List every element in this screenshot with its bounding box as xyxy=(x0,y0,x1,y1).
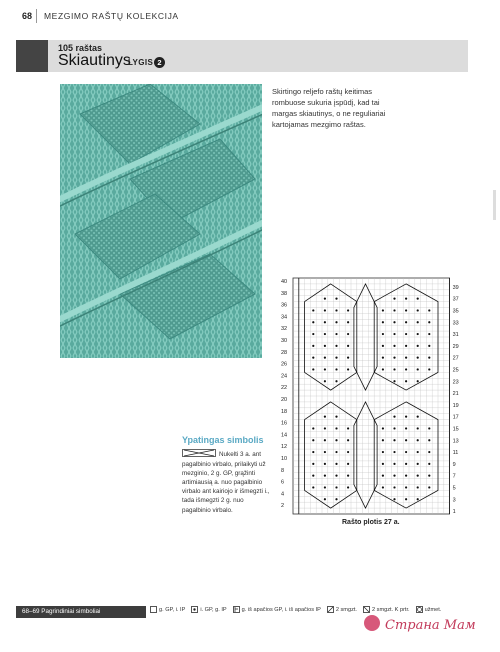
chart-purl-dot xyxy=(312,475,314,477)
row-number-right: 21 xyxy=(452,391,459,398)
row-number-left: 14 xyxy=(281,432,288,439)
chart-purl-dot xyxy=(405,298,407,300)
chart-purl-dot xyxy=(324,345,326,347)
row-number-left: 4 xyxy=(281,491,285,498)
chart-purl-dot xyxy=(347,463,349,465)
chart-purl-dot xyxy=(393,345,395,347)
chart-purl-dot xyxy=(428,368,430,370)
row-number-left: 10 xyxy=(281,456,288,463)
chart-purl-dot xyxy=(312,309,314,311)
chart-purl-dot xyxy=(405,439,407,441)
chart-purl-dot xyxy=(393,439,395,441)
chart-purl-dot xyxy=(324,416,326,418)
row-number-left: 18 xyxy=(281,408,288,415)
chart-purl-dot xyxy=(335,368,337,370)
chart-purl-dot xyxy=(382,321,384,323)
row-number-left: 32 xyxy=(281,326,288,333)
row-number-right: 29 xyxy=(452,343,459,350)
row-number-right: 35 xyxy=(452,308,459,315)
dot-box-icon xyxy=(191,606,198,613)
chart-purl-dot xyxy=(428,309,430,311)
chart-purl-dot xyxy=(405,368,407,370)
chart-purl-dot xyxy=(405,498,407,500)
legend-item xyxy=(416,606,442,613)
chart-purl-dot xyxy=(335,321,337,323)
title-band-marker xyxy=(16,40,48,72)
chart-purl-dot xyxy=(393,380,395,382)
chart-purl-dot xyxy=(324,357,326,359)
chart-purl-dot xyxy=(324,368,326,370)
chart-purl-dot xyxy=(417,427,419,429)
chart-purl-dot xyxy=(312,439,314,441)
row-number-right: 33 xyxy=(452,320,459,327)
k2tog-icon xyxy=(327,606,334,613)
row-number-right: 3 xyxy=(452,497,456,504)
footer-tab: 68–69 Pagrindiniai simboliai xyxy=(16,606,146,618)
section-title: MEZGIMO RAŠTŲ KOLEKCIJA xyxy=(44,11,179,21)
row-number-right: 25 xyxy=(452,367,459,374)
chart-width-label: Rašto plotis 27 a. xyxy=(342,519,400,526)
chart-purl-dot xyxy=(335,451,337,453)
chart-purl-dot xyxy=(312,333,314,335)
chart-purl-dot xyxy=(312,368,314,370)
legend-label: i. GP, g. IP xyxy=(200,606,227,613)
chart-purl-dot xyxy=(428,439,430,441)
chart-purl-dot xyxy=(417,309,419,311)
row-number-right: 37 xyxy=(452,296,459,303)
ssk-icon xyxy=(363,606,370,613)
chart-purl-dot xyxy=(428,345,430,347)
chart-purl-dot xyxy=(428,463,430,465)
chart-purl-dot xyxy=(324,321,326,323)
chart-purl-dot xyxy=(417,321,419,323)
special-symbol-text: Nukelti 3 a. ant pagalbinio virbalo, prilaikyti už mezginio, 2 g. GP, grąžinti artimiausią a. nuo pagalbinio virbalo ant kairiojo ir išmegzti i., tada išmegzti 2 g. nuo pagalbinio virbalo. xyxy=(182,451,270,514)
chart-purl-dot xyxy=(417,380,419,382)
chart-purl-dot xyxy=(393,486,395,488)
chart-purl-dot xyxy=(347,439,349,441)
chart-purl-dot xyxy=(335,486,337,488)
chart-purl-dot xyxy=(393,357,395,359)
special-symbol-title: Ypatingas simbolis xyxy=(182,435,264,445)
row-number-left: 36 xyxy=(281,302,288,309)
chart-purl-dot xyxy=(405,345,407,347)
row-number-left: 38 xyxy=(281,290,288,297)
chart-purl-dot xyxy=(335,309,337,311)
chart-purl-dot xyxy=(405,463,407,465)
chart-purl-dot xyxy=(393,298,395,300)
row-number-left: 24 xyxy=(281,373,288,380)
row-number-right: 5 xyxy=(452,485,456,492)
chart-purl-dot xyxy=(393,368,395,370)
chart-purl-dot xyxy=(428,427,430,429)
chart-purl-dot xyxy=(324,309,326,311)
chart-purl-dot xyxy=(405,475,407,477)
chart-purl-dot xyxy=(393,333,395,335)
row-number-right: 39 xyxy=(452,284,459,291)
row-number-right: 13 xyxy=(452,438,459,445)
row-number-left: 34 xyxy=(281,314,288,321)
chart-purl-dot xyxy=(393,321,395,323)
chart-purl-dot xyxy=(347,357,349,359)
row-number-right: 23 xyxy=(452,379,459,386)
chart-purl-dot xyxy=(335,475,337,477)
chart-purl-dot xyxy=(335,357,337,359)
chart-purl-dot xyxy=(405,427,407,429)
chart-grid xyxy=(293,278,450,514)
chart-purl-dot xyxy=(382,427,384,429)
chart-purl-dot xyxy=(335,380,337,382)
watermark: Страна Мам xyxy=(385,618,476,633)
chart-purl-dot xyxy=(312,357,314,359)
chart-purl-dot xyxy=(393,498,395,500)
chart-purl-dot xyxy=(312,345,314,347)
chart-purl-dot xyxy=(335,498,337,500)
chart-purl-dot xyxy=(347,427,349,429)
chart-purl-dot xyxy=(382,357,384,359)
page-number: 68 xyxy=(22,11,33,21)
chart-purl-dot xyxy=(428,451,430,453)
chart-purl-dot xyxy=(347,451,349,453)
chart-purl-dot xyxy=(405,333,407,335)
chart-purl-dot xyxy=(335,439,337,441)
chart-purl-dot xyxy=(324,298,326,300)
chart-purl-dot xyxy=(382,439,384,441)
chart-purl-dot xyxy=(347,345,349,347)
chart-purl-dot xyxy=(428,333,430,335)
chart-purl-dot xyxy=(393,463,395,465)
chart-purl-dot xyxy=(312,321,314,323)
row-number-left: 8 xyxy=(281,467,285,474)
edge-mark xyxy=(493,190,496,220)
chart-purl-dot xyxy=(393,451,395,453)
row-number-right: 27 xyxy=(452,355,459,362)
chart-purl-dot xyxy=(417,498,419,500)
legend-label: g. iš apačios GP, i. iš apačios IP xyxy=(241,606,321,613)
chart-purl-dot xyxy=(335,416,337,418)
chart-purl-dot xyxy=(405,416,407,418)
chart-purl-dot xyxy=(417,333,419,335)
chart-purl-dot xyxy=(382,451,384,453)
level-badge: 2 xyxy=(154,57,165,68)
row-number-left: 16 xyxy=(281,420,288,427)
chart-purl-dot xyxy=(347,368,349,370)
chart-purl-dot xyxy=(393,309,395,311)
row-number-left: 20 xyxy=(281,397,288,404)
row-number-left: 2 xyxy=(281,503,285,510)
chart-purl-dot xyxy=(312,427,314,429)
pattern-number: 105 raštas xyxy=(58,43,103,53)
chart-purl-dot xyxy=(324,486,326,488)
chart-purl-dot xyxy=(428,321,430,323)
chart-purl-dot xyxy=(312,486,314,488)
chart-purl-dot xyxy=(393,475,395,477)
row-number-right: 1 xyxy=(452,509,456,516)
chart-purl-dot xyxy=(405,451,407,453)
chart-purl-dot xyxy=(382,463,384,465)
chart-purl-dot xyxy=(324,380,326,382)
special-symbol-block xyxy=(182,449,270,515)
legend-item xyxy=(363,606,410,613)
chart-purl-dot xyxy=(382,475,384,477)
chart-purl-dot xyxy=(428,486,430,488)
chart-purl-dot xyxy=(405,357,407,359)
level-label: LYGIS xyxy=(128,58,154,67)
chart-purl-dot xyxy=(405,309,407,311)
yarn-over-icon xyxy=(416,606,423,613)
chart-purl-dot xyxy=(324,427,326,429)
row-number-right: 17 xyxy=(452,414,459,421)
row-number-left: 12 xyxy=(281,444,288,451)
row-number-left: 28 xyxy=(281,349,288,356)
chart-purl-dot xyxy=(335,333,337,335)
chart-purl-dot xyxy=(417,451,419,453)
chart-purl-dot xyxy=(405,321,407,323)
row-number-left: 22 xyxy=(281,385,288,392)
chart-purl-dot xyxy=(417,475,419,477)
symbol-legend xyxy=(150,606,441,613)
chart-purl-dot xyxy=(405,380,407,382)
chart-purl-dot xyxy=(347,309,349,311)
legend-item xyxy=(233,606,321,613)
chart-purl-dot xyxy=(417,357,419,359)
chart-purl-dot xyxy=(347,321,349,323)
row-number-left: 6 xyxy=(281,479,285,486)
row-number-right: 19 xyxy=(452,402,459,409)
twisted-box-icon xyxy=(233,606,240,613)
legend-label: užmet. xyxy=(424,606,442,613)
chart-purl-dot xyxy=(324,463,326,465)
chart-purl-dot xyxy=(335,298,337,300)
chart-purl-dot xyxy=(347,486,349,488)
chart-purl-dot xyxy=(417,486,419,488)
pattern-description: Skirtingo reljefo raštų keitimas rombuose sukuria įspūdį, kad tai margas skiautinys, o ne reguliariai kartojamas mezgimo raštas. xyxy=(272,87,386,129)
chart-purl-dot xyxy=(417,439,419,441)
chart-purl-dot xyxy=(324,333,326,335)
row-number-right: 7 xyxy=(452,473,456,480)
row-number-right: 15 xyxy=(452,426,459,433)
watermark-logo-icon xyxy=(364,615,380,631)
chart-purl-dot xyxy=(417,368,419,370)
row-number-left: 26 xyxy=(281,361,288,368)
chart-purl-dot xyxy=(417,416,419,418)
row-number-left: 30 xyxy=(281,338,288,345)
chart-purl-dot xyxy=(312,463,314,465)
knit-swatch-photo xyxy=(60,84,262,358)
chart-purl-dot xyxy=(324,439,326,441)
chart-purl-dot xyxy=(312,451,314,453)
chart-purl-dot xyxy=(405,486,407,488)
empty-box-icon xyxy=(150,606,157,613)
legend-item xyxy=(150,606,185,613)
chart-purl-dot xyxy=(382,486,384,488)
chart-purl-dot xyxy=(428,475,430,477)
header-divider xyxy=(36,9,37,23)
row-number-right: 31 xyxy=(452,332,459,339)
legend-label: g. GP, i. IP xyxy=(159,606,186,613)
knitting-chart xyxy=(280,273,470,528)
chart-purl-dot xyxy=(393,416,395,418)
chart-purl-dot xyxy=(428,357,430,359)
chart-purl-dot xyxy=(382,333,384,335)
chart-purl-dot xyxy=(335,427,337,429)
chart-purl-dot xyxy=(382,368,384,370)
chart-purl-dot xyxy=(417,345,419,347)
chart-purl-dot xyxy=(324,498,326,500)
row-number-right: 9 xyxy=(452,461,456,468)
row-number-right: 11 xyxy=(452,450,459,457)
chart-purl-dot xyxy=(417,298,419,300)
legend-item xyxy=(191,606,226,613)
chart-purl-dot xyxy=(335,463,337,465)
chart-purl-dot xyxy=(324,475,326,477)
chart-purl-dot xyxy=(393,427,395,429)
chart-purl-dot xyxy=(382,309,384,311)
chart-purl-dot xyxy=(335,345,337,347)
chart-purl-dot xyxy=(347,333,349,335)
chart-purl-dot xyxy=(324,451,326,453)
chart-purl-dot xyxy=(382,345,384,347)
chart-purl-dot xyxy=(417,463,419,465)
chart-purl-dot xyxy=(347,475,349,477)
legend-label: 2 smgzt. K prtr. xyxy=(371,606,410,613)
legend-item xyxy=(327,606,357,613)
cable-cross-icon xyxy=(182,449,216,460)
legend-label: 2 smgzt. xyxy=(335,606,357,613)
row-number-left: 40 xyxy=(281,279,288,286)
pattern-name: Skiautinys xyxy=(58,52,131,69)
